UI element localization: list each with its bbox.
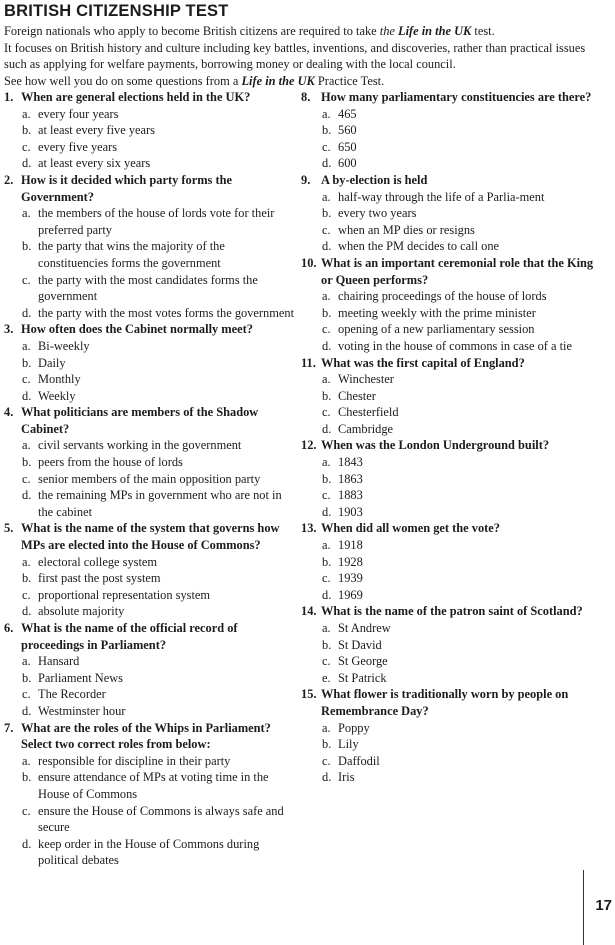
option-text: St Andrew (338, 621, 391, 635)
answer-option (4, 803, 296, 836)
option-text: 1918 (338, 538, 363, 553)
option-text: 650 (338, 139, 357, 154)
question-number: 1. (4, 90, 14, 104)
answer-option (4, 570, 296, 587)
question-text: What are the roles of the Whips in Parliament? Select two correct roles from below: (21, 720, 271, 752)
answer-option (301, 753, 601, 770)
question (301, 437, 601, 454)
option-letter: d. (22, 388, 32, 403)
answer-option (4, 139, 296, 156)
option-text: keep order in the House of Commons during political debates (38, 836, 260, 868)
page-title: BRITISH CITIZENSHIP TEST (4, 2, 229, 20)
question-number: 5. (4, 521, 14, 536)
option-letter: b. (322, 637, 332, 652)
question-number: 8. (301, 90, 311, 104)
option-letter: d. (22, 156, 32, 171)
question-text: What was the first capital of England? (321, 355, 525, 370)
option-letter: a. (22, 554, 31, 569)
question-text: A by-election is held (321, 172, 428, 187)
answer-option (301, 106, 601, 123)
option-letter: d. (22, 604, 32, 619)
question-text: When did all women get the vote? (321, 521, 500, 536)
option-letter: a. (322, 720, 331, 735)
answer-option (301, 139, 601, 156)
option-text: the party with the most candidates forms the government (38, 272, 258, 304)
answer-option (4, 686, 296, 703)
option-letter: a. (322, 621, 331, 635)
question-number: 3. (4, 322, 14, 337)
intro-line-1: Foreign nationals who apply to become British citizens are required to take the Life in the UK test. (4, 24, 495, 38)
option-text: 560 (338, 123, 357, 138)
option-text: 600 (338, 156, 357, 171)
question (301, 355, 601, 372)
option-letter: b. (22, 455, 32, 470)
answer-option (4, 753, 296, 770)
option-text: responsible for discipline in their party (38, 753, 231, 768)
option-text: when the PM decides to call one (338, 239, 500, 254)
question (301, 172, 601, 189)
option-letter: a. (22, 338, 31, 353)
option-text: the members of the house of lords vote for their preferred party (38, 206, 275, 237)
option-text: electoral college system (38, 554, 158, 569)
question-text: What is an important ceremonial role that the King or Queen performs? (321, 255, 594, 287)
question-text: How many parliamentary constituencies are there? (321, 90, 592, 104)
option-letter: d. (22, 305, 32, 320)
option-text: Cambridge (338, 421, 394, 436)
option-letter: b. (22, 670, 32, 685)
option-letter: a. (22, 438, 31, 453)
option-text: first past the post system (38, 571, 161, 586)
option-letter: d. (22, 836, 32, 851)
option-letter: d. (322, 587, 332, 602)
answer-option (4, 670, 296, 687)
question (4, 404, 296, 437)
question-text: When was the London Underground built? (321, 438, 550, 453)
answer-option (4, 554, 296, 571)
question-number: 14. (301, 604, 317, 619)
answer-option (301, 305, 601, 322)
question (4, 520, 296, 553)
option-letter: d. (322, 770, 332, 785)
question-text: How is it decided which party forms the Government? (21, 172, 232, 204)
page-number: 17 (595, 897, 612, 914)
answer-option (301, 122, 601, 139)
option-letter: d. (22, 703, 32, 718)
option-letter: e. (322, 670, 331, 685)
option-text: 1969 (338, 587, 363, 602)
answer-option (301, 537, 601, 554)
question-number: 6. (4, 621, 14, 635)
answer-option (301, 288, 601, 305)
option-letter: a. (322, 289, 331, 304)
intro-text (4, 23, 610, 89)
answer-option (301, 404, 601, 421)
option-text: meeting weekly with the prime minister (338, 305, 536, 320)
option-letter: b. (322, 305, 332, 320)
question (301, 255, 601, 288)
option-letter: c. (322, 322, 331, 337)
option-letter: b. (322, 554, 332, 569)
answer-option (4, 769, 296, 802)
question-text: How often does the Cabinet normally meet? (21, 322, 253, 337)
option-letter: a. (322, 372, 331, 387)
option-letter: a. (322, 455, 331, 470)
option-letter: b. (322, 471, 332, 486)
question-text: What is the name of the system that governs how MPs are elected into the House of Commons? (21, 521, 280, 553)
option-letter: c. (322, 753, 331, 768)
question (301, 686, 601, 719)
option-letter: c. (322, 654, 331, 669)
option-letter: c. (22, 272, 31, 287)
option-letter: b. (22, 355, 32, 370)
question (4, 620, 296, 653)
answer-option (301, 620, 601, 637)
option-text: 1883 (338, 488, 363, 503)
answer-option (4, 272, 296, 305)
option-text: ensure the House of Commons is always safe and secure (38, 803, 284, 835)
intro-line-3: See how well you do on some questions from a Life in the UK Practice Test. (4, 73, 385, 88)
option-text: Monthly (38, 372, 81, 387)
answer-option (4, 836, 296, 869)
option-text: every five years (38, 139, 118, 154)
answer-option (301, 487, 601, 504)
option-letter: c. (22, 471, 31, 486)
answer-option (301, 338, 601, 355)
answer-option (301, 421, 601, 438)
answer-option (301, 504, 601, 521)
question-text: What is the name of the official record of proceedings in Parliament? (21, 621, 238, 652)
left-question-column (4, 89, 296, 869)
option-text: Hansard (38, 654, 80, 669)
answer-option (4, 238, 296, 271)
option-letter: b. (22, 123, 32, 138)
question-text: When are general elections held in the UK? (21, 90, 251, 104)
option-text: opening of a new parliamentary session (338, 322, 535, 337)
answer-option (301, 587, 601, 604)
option-letter: a. (22, 106, 31, 121)
question (4, 172, 296, 205)
answer-option (301, 670, 601, 687)
question-number: 13. (301, 521, 317, 536)
option-letter: c. (22, 139, 31, 154)
answer-option (301, 454, 601, 471)
option-letter: b. (322, 206, 332, 221)
question (301, 520, 601, 537)
option-text: when an MP dies or resigns (338, 222, 475, 237)
answer-option (301, 653, 601, 670)
answer-option (301, 371, 601, 388)
option-letter: b. (322, 388, 332, 403)
answer-option (301, 570, 601, 587)
option-text: 1843 (338, 455, 363, 470)
answer-option (4, 205, 296, 238)
option-letter: d. (22, 488, 32, 503)
answer-option (301, 736, 601, 753)
answer-option (301, 769, 601, 786)
option-text: civil servants working in the government (38, 438, 242, 453)
answer-option (4, 106, 296, 123)
option-text: at least every five years (38, 123, 155, 138)
option-text: 1928 (338, 554, 363, 569)
option-text: Poppy (338, 720, 370, 735)
option-text: Weekly (38, 388, 76, 403)
option-text: Iris (338, 770, 355, 785)
answer-option (4, 305, 296, 322)
option-letter: b. (322, 737, 332, 752)
option-text: senior members of the main opposition party (38, 471, 261, 486)
option-letter: c. (322, 222, 331, 237)
option-letter: d. (322, 239, 332, 254)
answer-option (4, 155, 296, 172)
option-text: peers from the house of lords (38, 455, 183, 470)
question-number: 11. (301, 355, 316, 370)
option-letter: a. (322, 189, 331, 204)
option-letter: d. (322, 504, 332, 519)
answer-option (4, 355, 296, 372)
right-question-column (301, 89, 601, 786)
option-letter: c. (322, 571, 331, 586)
answer-option (4, 437, 296, 454)
option-text: voting in the house of commons in case of a tie (338, 338, 572, 353)
option-text: Chesterfield (338, 405, 399, 420)
option-text: the party with the most votes forms the government (38, 305, 295, 320)
answer-option (4, 487, 296, 520)
answer-option (301, 222, 601, 239)
answer-option (301, 205, 601, 222)
question-number: 9. (301, 172, 311, 187)
option-letter: c. (22, 587, 31, 602)
option-text: 1939 (338, 571, 363, 586)
option-text: Bi-weekly (38, 338, 90, 353)
option-letter: a. (22, 654, 31, 669)
option-letter: a. (322, 106, 331, 121)
option-letter: a. (22, 206, 31, 221)
question (301, 603, 601, 620)
option-letter: b. (22, 239, 32, 254)
answer-option (4, 338, 296, 355)
answer-option (4, 454, 296, 471)
option-letter: d. (322, 156, 332, 171)
option-text: the remaining MPs in government who are not in the cabinet (38, 488, 282, 519)
option-letter: c. (322, 405, 331, 420)
option-letter: c. (22, 687, 31, 702)
answer-option (301, 388, 601, 405)
intro-line-2: It focuses on British history and culture including key battles, inventions, and discoveries, rather than practical issues such as applying for welfare payments, borrowing money or dealing with the local council. (4, 40, 586, 72)
option-text: The Recorder (38, 687, 106, 702)
question (4, 89, 296, 106)
question-text: What is the name of the patron saint of Scotland? (321, 604, 583, 619)
option-text: proportional representation system (38, 587, 211, 602)
answer-option (301, 189, 601, 206)
question-text: What politicians are members of the Shadow Cabinet? (21, 405, 259, 436)
option-text: Westminster hour (38, 703, 126, 718)
option-text: the party that wins the majority of the constituencies forms the government (38, 239, 225, 270)
option-letter: c. (322, 488, 331, 503)
page-number-rule (583, 870, 584, 945)
option-letter: a. (322, 538, 331, 553)
option-letter: b. (22, 770, 32, 785)
option-letter: c. (22, 803, 31, 818)
option-letter: b. (322, 123, 332, 138)
question-text: What flower is traditionally worn by people on Remembrance Day? (321, 687, 569, 718)
question (4, 720, 296, 753)
option-text: Parliament News (38, 670, 123, 685)
option-text: ensure attendance of MPs at voting time in the House of Commons (38, 770, 269, 801)
option-text: Daily (38, 355, 66, 370)
question (4, 321, 296, 338)
option-text: half-way through the life of a Parlia-ment (338, 189, 545, 204)
option-text: St David (338, 637, 382, 652)
option-text: chairing proceedings of the house of lords (338, 289, 547, 304)
answer-option (4, 703, 296, 720)
question-number: 10. (301, 255, 317, 270)
option-text: St George (338, 654, 388, 669)
option-text: 1903 (338, 504, 363, 519)
option-text: 1863 (338, 471, 363, 486)
question-number: 12. (301, 438, 317, 453)
option-letter: c. (22, 372, 31, 387)
option-text: at least every six years (38, 156, 151, 171)
option-text: Winchester (338, 372, 394, 387)
option-letter: a. (22, 753, 31, 768)
option-text: absolute majority (38, 604, 125, 619)
answer-option (4, 388, 296, 405)
answer-option (301, 637, 601, 654)
answer-option (4, 371, 296, 388)
question-number: 15. (301, 687, 317, 702)
option-letter: b. (22, 571, 32, 586)
question-number: 2. (4, 172, 14, 187)
question (301, 89, 601, 106)
answer-option (4, 471, 296, 488)
answer-option (301, 720, 601, 737)
answer-option (301, 554, 601, 571)
answer-option (4, 603, 296, 620)
answer-option (301, 155, 601, 172)
answer-option (4, 653, 296, 670)
option-text: Chester (338, 388, 376, 403)
option-text: St Patrick (338, 670, 387, 685)
answer-option (301, 471, 601, 488)
option-letter: d. (322, 338, 332, 353)
answer-option (301, 238, 601, 255)
question-number: 7. (4, 720, 14, 735)
option-letter: c. (322, 139, 331, 154)
option-text: Lily (338, 737, 359, 752)
option-text: 465 (338, 106, 357, 121)
answer-option (4, 587, 296, 604)
answer-option (301, 321, 601, 338)
question-number: 4. (4, 405, 14, 420)
option-letter: d. (322, 421, 332, 436)
option-text: every two years (338, 206, 417, 221)
option-text: every four years (38, 106, 119, 121)
answer-option (4, 122, 296, 139)
option-text: Daffodil (338, 753, 380, 768)
